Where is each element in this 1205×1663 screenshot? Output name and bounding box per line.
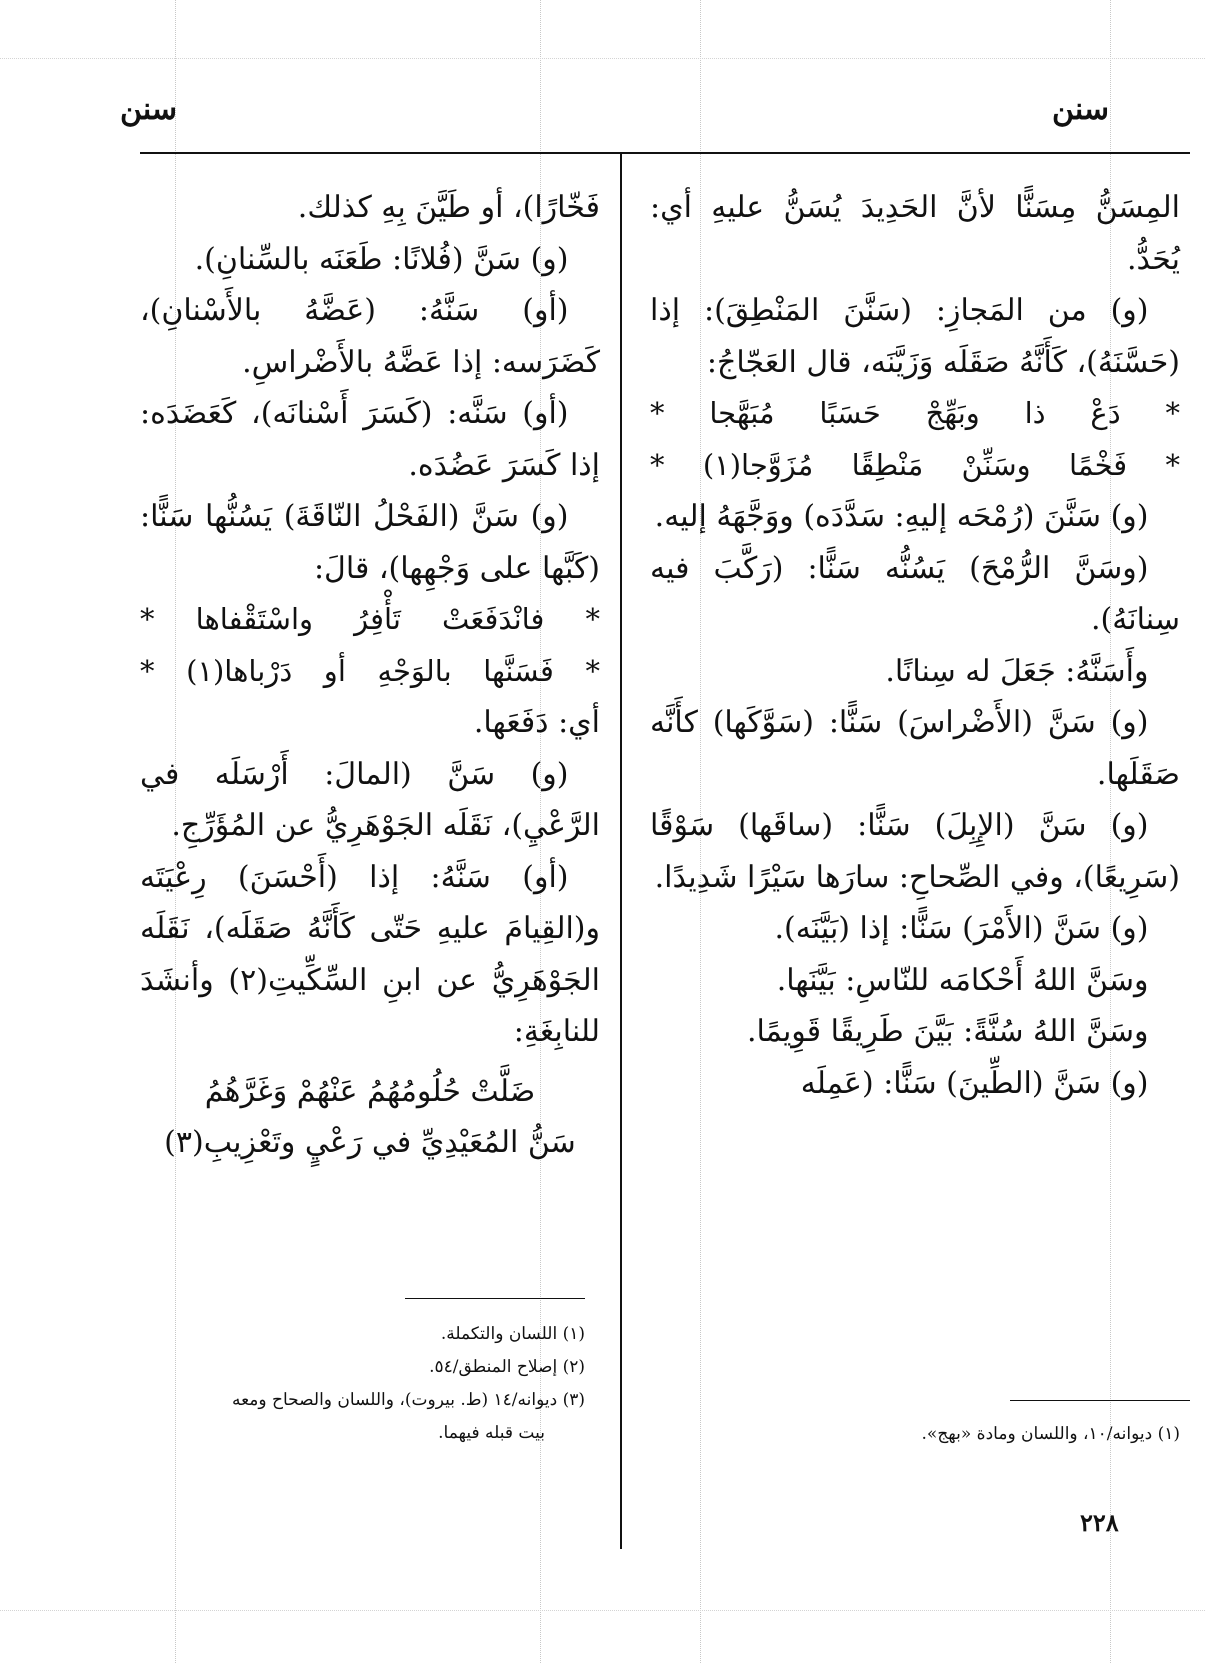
right-column xyxy=(650,182,1180,1109)
paragraph: (وسَنَّ الرُّمْحَ) يَسُنُّه سَنًّا: (رَكَّبَ فيه سِنانَهُ). xyxy=(650,550,1180,637)
paragraph: (و) سَنَّ (الفَحْلُ النّاقَةَ) يَسُنُّها سَنًّا: (كَبَّها على وَجْهِها)، قالَ: xyxy=(140,499,600,586)
verse-line: * فانْدَفَعَتْ تَأْفِرُ واسْتَقْفاها * xyxy=(140,602,600,636)
header-keyword-right: سنن xyxy=(1052,92,1110,127)
footnote: (٣) ديوانه/١٤ (ط. بيروت)، واللسان والصحاح ومعه xyxy=(231,1390,585,1410)
paragraph: (و) سَنَّ (الأَضْراسَ) سَنًّا: (سَوَّكَها) كأَنَّه صَقَلَها. xyxy=(650,705,1180,792)
verse-line: * دَعْ ذا وبَهِّجْ حَسَبًا مُبَهَّجا * xyxy=(650,396,1180,430)
paragraph: وأَسَنَّهُ: جَعَلَ له سِنانًا. xyxy=(885,653,1149,689)
verse-line: * فَسَنَّها بالوَجْهِ أو دَرْباها(١) * xyxy=(140,653,600,688)
page-number: ٢٢٨ xyxy=(1080,1508,1119,1537)
verse-line: * فَخْمًا وسَنِّنْ مَنْطِقًا مُزَوَّجا(١) * xyxy=(650,447,1180,482)
footnote: (١) اللسان والتكملة. xyxy=(440,1324,585,1344)
paragraph: وسَنَّ اللهُ أَحْكامَه للنّاسِ: بَيَّنَها. xyxy=(776,962,1149,998)
left-column xyxy=(140,182,600,1169)
footnote: (١) ديوانه/١٠، واللسان ومادة «بهج». xyxy=(921,1424,1180,1444)
paragraph: (و) سَنَّ (الطِّينَ) سَنًّا: (عَمِلَه xyxy=(800,1065,1149,1101)
paragraph: فَخّارًا)، أو طَيَّنَ بِهِ كذلك. xyxy=(297,190,600,225)
paragraph: (و) سَنَّ (الأَمْرَ) سَنًّا: إذا (بَيَّنَه). xyxy=(774,911,1149,946)
paragraph: (أو) سَنَّهُ: (عَضَّهُ بالأَسْنانِ)، كَضَرَسه: إذا عَضَّهُ بالأَضْراسِ. xyxy=(140,293,600,380)
paragraph: المِسَنُّ مِسَنًّا لأنَّ الحَدِيدَ يُسَنُّ عليهِ أي: يُحَدُّ. xyxy=(650,190,1180,277)
paragraph: (و) سَنَّنَ (رُمْحَه إليهِ: سَدَّدَه) ووَجَّهَهُ إليه. xyxy=(654,499,1149,534)
header-rule xyxy=(140,152,1190,154)
poem-verse xyxy=(140,1066,600,1169)
right-footnotes xyxy=(650,1418,1180,1451)
scan-guide-line xyxy=(0,1610,1205,1611)
scan-guide-line xyxy=(0,58,1205,59)
poem-hemistich: سَنُّ المُعَيْدِيِّ في رَعْيٍ وتَعْزِيبِ(٣) xyxy=(164,1125,576,1160)
paragraph: وسَنَّ اللهُ سُنَّةً: بَيَّنَ طَرِيقًا قَوِيمًا. xyxy=(746,1014,1149,1049)
footnote-rule xyxy=(1010,1400,1190,1401)
left-footnotes xyxy=(140,1318,585,1450)
footnote-rule xyxy=(405,1298,585,1299)
column-divider xyxy=(620,154,622,1549)
footnote-continuation: بيت قبله فيهما. xyxy=(438,1423,545,1443)
paragraph: (و) سَنَّ (فُلانًا: طَعَنَه بالسِّنانِ). xyxy=(194,241,569,277)
paragraph: (أو) سَنَّه: (كَسَرَ أَسْنانَه)، كَعَضَدَه: إذا كَسَرَ عَضُدَه. xyxy=(140,396,600,483)
paragraph: (و) سَنَّ (الإِبِلَ) سَنًّا: (ساقَها) سَوْقًا (سَرِيعًا)، وفي الصِّحاحِ: سارَها سَيْرًا شَدِيدًا. xyxy=(650,808,1180,895)
paragraph: (أو) سَنَّهُ: إذا (أَحْسَنَ) رِعْيَتَه و(القِيامَ عليهِ حَتّى كَأَنَّهُ صَقَلَه)، نَقَلَه الجَوْهَرِيُّ عن ابنِ السِّكِّيتِ(٢) وأنشَدَ للنابِغَةِ: xyxy=(140,859,600,1049)
paragraph: أي: دَفَعَها. xyxy=(473,705,600,740)
poem-hemistich: ضَلَّتْ حُلُومُهُمُ عَنْهُمْ وَغَرَّهُمُ xyxy=(204,1073,536,1109)
paragraph: (و) سَنَّ (المالَ: أَرْسَلَه في الرَّعْيِ)، نَقَلَه الجَوْهَرِيُّ عن المُؤَرِّجِ. xyxy=(140,756,600,843)
footnote: (٢) إصلاح المنطق/٥٤. xyxy=(429,1357,585,1377)
paragraph: (و) من المَجازِ: (سَنَّنَ المَنْطِقَ): إذا (حَسَّنَهُ)، كَأَنَّهُ صَقَلَه وَزَيَّنَه، قال العَجّاجُ: xyxy=(650,293,1180,380)
header-keyword-left: سنن xyxy=(120,92,178,127)
